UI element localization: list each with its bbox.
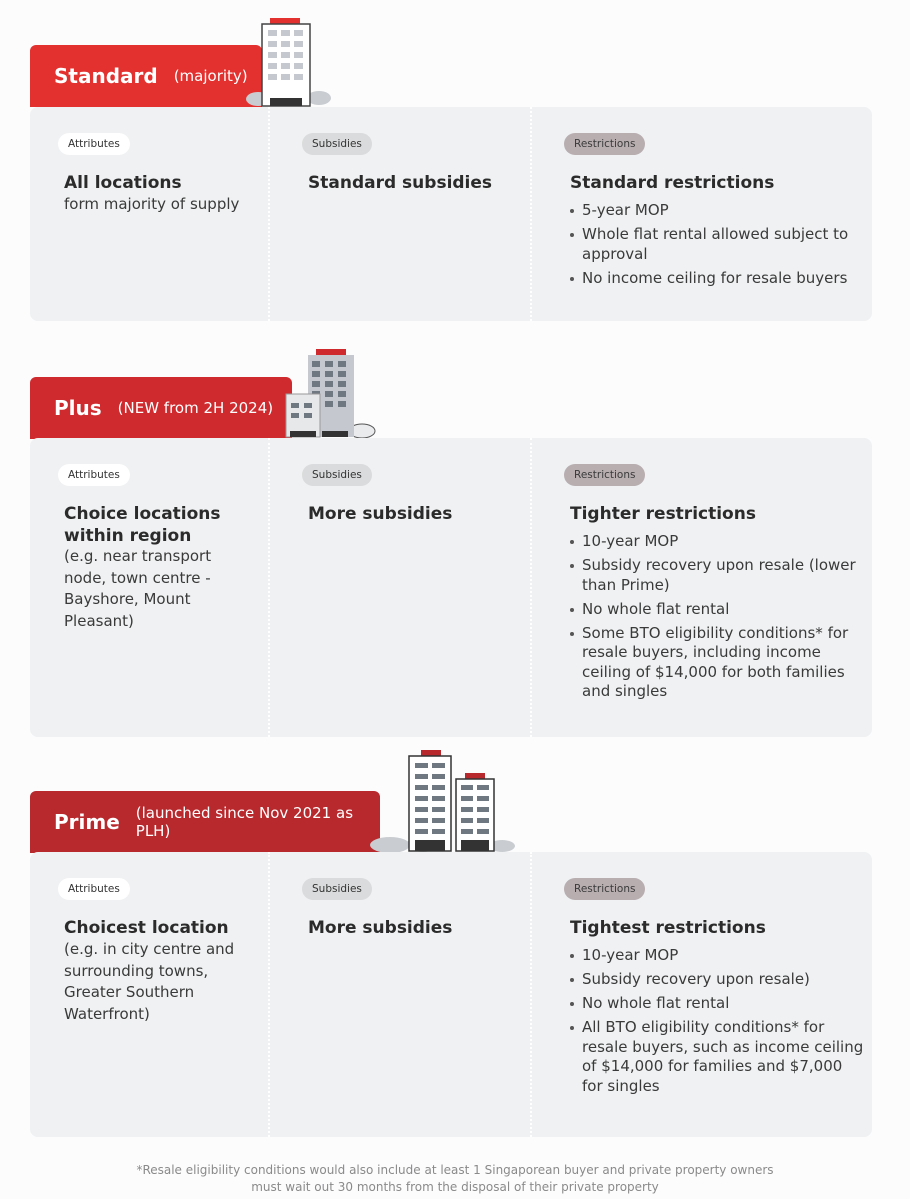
tower-with-annex-building-icon xyxy=(282,348,378,438)
standard-card xyxy=(30,107,872,321)
restrictions-column xyxy=(530,107,872,321)
prime-card xyxy=(30,852,872,1137)
attributes-pill: Attributes xyxy=(58,878,130,900)
attributes-heading: All locations xyxy=(64,173,182,193)
restrictions-heading: Tighter restrictions xyxy=(570,504,756,524)
restrictions-heading: Standard restrictions xyxy=(570,173,775,193)
list-item: No whole flat rental xyxy=(570,994,865,1014)
restrictions-pill: Restrictions xyxy=(564,133,645,155)
subsidies-heading: More subsidies xyxy=(308,918,453,938)
plus-banner xyxy=(30,377,292,439)
list-item: 5-year MOP xyxy=(570,201,865,221)
list-item: Whole flat rental allowed subject to approval xyxy=(570,225,865,264)
attributes-column xyxy=(30,852,268,1137)
subsidies-pill: Subsidies xyxy=(302,464,372,486)
restrictions-column xyxy=(530,852,872,1137)
attributes-description: form majority of supply xyxy=(64,195,240,213)
restrictions-heading: Tightest restrictions xyxy=(570,918,766,938)
attributes-heading: Choice locations within region xyxy=(64,504,221,546)
standard-banner xyxy=(30,45,262,107)
list-item: Subsidy recovery upon resale (lower than Prime) xyxy=(570,556,865,595)
attributes-column xyxy=(30,107,268,321)
tier-subtitle: (NEW from 2H 2024) xyxy=(117,399,274,417)
restrictions-column xyxy=(530,438,872,737)
attributes-heading: Choicest location xyxy=(64,918,229,938)
list-item: Subsidy recovery upon resale) xyxy=(570,970,865,990)
subsidies-pill: Subsidies xyxy=(302,133,372,155)
subsidies-column xyxy=(268,107,530,321)
tier-subtitle: (launched since Nov 2021 as PLH) xyxy=(135,804,354,840)
attributes-description: (e.g. in city centre and surrounding towns, Greater Southern Waterfront) xyxy=(64,940,235,1023)
subsidies-column xyxy=(268,852,530,1137)
subsidies-heading: Standard subsidies xyxy=(308,173,493,193)
tier-name: Prime xyxy=(54,810,120,834)
list-item: No income ceiling for resale buyers xyxy=(570,269,865,289)
subsidies-heading: More subsidies xyxy=(308,504,453,524)
prime-banner xyxy=(30,791,380,853)
subsidies-column xyxy=(268,438,530,737)
attributes-pill: Attributes xyxy=(58,464,130,486)
list-item: Some BTO eligibility conditions* for resale buyers, including income ceiling of $14,000 for both families and singles xyxy=(570,624,865,702)
tier-name: Standard xyxy=(54,64,158,88)
list-item: No whole flat rental xyxy=(570,600,865,620)
plus-card xyxy=(30,438,872,737)
footnote-line: *Resale eligibility conditions would also include at least 1 Singaporean buyer and private property owners xyxy=(136,1163,774,1177)
list-item: All BTO eligibility conditions* for resale buyers, such as income ceiling of $14,000 for families and $7,000 for singles xyxy=(570,1018,865,1096)
tier-name: Plus xyxy=(54,396,102,420)
attributes-description: (e.g. near transport node, town centre - Bayshore, Mount Pleasant) xyxy=(64,547,212,630)
footnote xyxy=(0,1162,910,1196)
list-item: 10-year MOP xyxy=(570,532,865,552)
tier-subtitle: (majority) xyxy=(173,67,248,85)
single-tower-building-icon xyxy=(244,17,334,107)
attributes-column xyxy=(30,438,268,737)
twin-tower-buildings-icon xyxy=(368,748,518,852)
list-item: 10-year MOP xyxy=(570,946,865,966)
restrictions-pill: Restrictions xyxy=(564,878,645,900)
restrictions-list xyxy=(570,532,865,706)
restrictions-pill: Restrictions xyxy=(564,464,645,486)
subsidies-pill: Subsidies xyxy=(302,878,372,900)
restrictions-list xyxy=(570,201,865,293)
restrictions-list xyxy=(570,946,865,1101)
footnote-line: must wait out 30 months from the disposal of their private property xyxy=(251,1180,659,1194)
attributes-pill: Attributes xyxy=(58,133,130,155)
